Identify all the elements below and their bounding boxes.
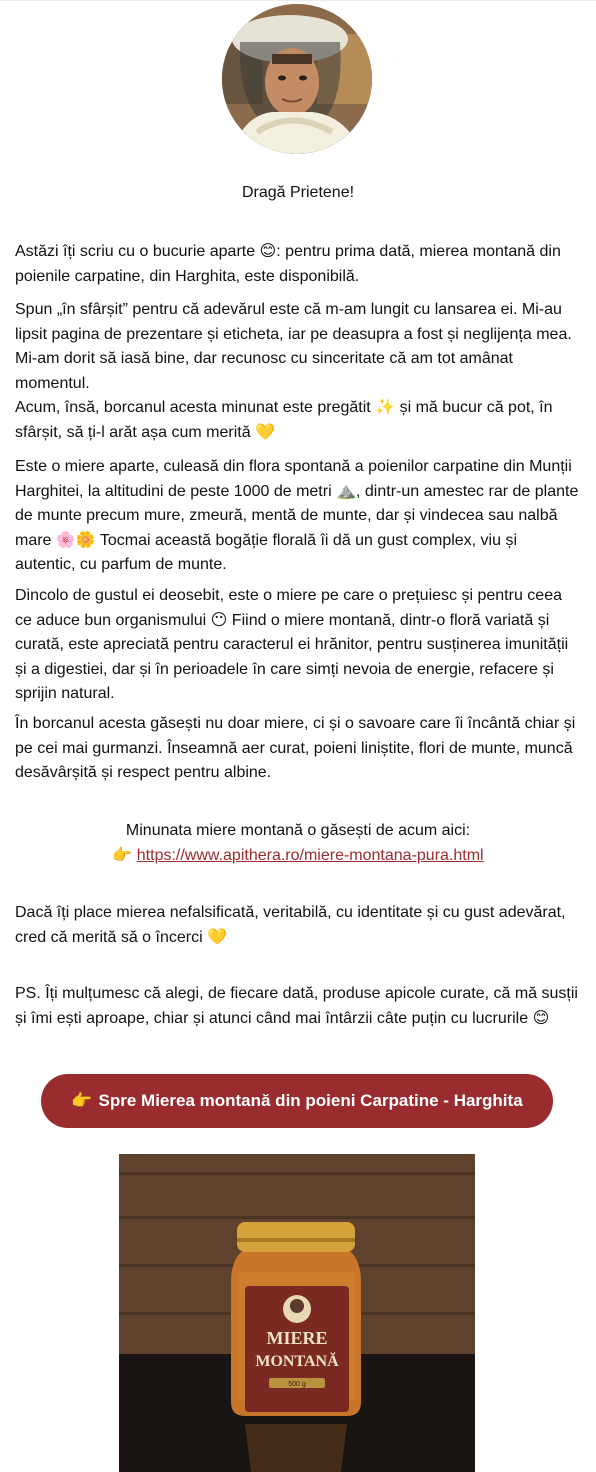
paragraph-flora: Este o miere aparte, culeasă din flora spontană a poienilor carpatine din Munții Harghitei, la altitudini de peste 1000 de metri ⛰️, dintr-un amestec rar de plante de munte precum mure, zmeură, mentă de munte, dar și vindecea sau nalbă mare 🌸🌼 Tocmai această bogăție florală îi dă un gust complex, viu și autentic, cu parfum de munte. (15, 458, 579, 574)
paragraph-closing: Dacă îți place mierea nefalsificată, veritabilă, cu identitate și cu gust adevărat, cred că merită să o încerci 💛 (15, 904, 566, 946)
jar-weight: 500 g (288, 1381, 306, 1388)
cta-button[interactable] (41, 1074, 553, 1128)
pointing-hand-icon: 👉 (71, 1091, 93, 1111)
jar-label-line2: MONTANĂ (255, 1353, 339, 1370)
top-divider (0, 0, 596, 1)
paragraph-launch-story: Spun „în sfârșit” pentru că adevărul este că m-am lungit cu lansarea ei. Mi-au lipsit pagina de prezentare și eticheta, iar pe deasupra a fost și neglijența mea. Mi-am dorit să iasă bine, dar recunosc cu sinceritate că am tot amânat momentul. (15, 301, 572, 392)
jar-label-line1: MIERE (266, 1328, 328, 1348)
link-line (15, 843, 581, 869)
product-page-link[interactable]: https://www.apithera.ro/miere-montana-pura.html (136, 847, 484, 864)
paragraph-benefits: Dincolo de gustul ei deosebit, este o miere pe care o prețuiesc și pentru ceea ce aduce bun organismului 😶 Fiind o miere montană, dintr-o floră variată și curată, este apreciată pentru caracterul ei hrănitor, pentru susținerea imunității și a digestiei, dar și în perioadele în care simți nevoia de energie, refacere și sprijin natural. (15, 587, 569, 703)
pointing-hand-icon: 👉 (112, 845, 133, 864)
cta-button-label: Spre Mierea montană din poieni Carpatine - Harghita (98, 1091, 523, 1110)
beekeeper-avatar (222, 4, 372, 154)
paragraph-ps: PS. Îți mulțumesc că alegi, de fiecare dată, produse apicole curate, că mă susții și îmi ești aproape, chiar și atunci când mai întârzii câte puțin cu lucrurile 😊 (15, 985, 578, 1027)
paragraph-intro: Astăzi îți scriu cu o bucurie aparte 😊: pentru prima dată, mierea montană din poienile carpatine, din Harghita, este disponibilă. (15, 243, 561, 285)
greeting: Dragă Prietene! (241, 184, 355, 201)
honey-jar-image[interactable] (119, 1154, 475, 1472)
paragraph-ready: Acum, însă, borcanul acesta minunat este pregătit ✨ și mă bucur că pot, în sfârșit, să ți-l arăt așa cum merită 💛 (15, 399, 553, 441)
paragraph-savor: În borcanul acesta găsești nu doar miere, ci și o savoare care îi încântă chiar și pe cei mai gurmanzi. Înseamnă aer curat, poieni liniștite, flori de munte, muncă desăvârșită și respect pentru albine. (15, 715, 576, 782)
link-intro: Minunata miere montană o găsești de acum aici: (125, 822, 471, 839)
